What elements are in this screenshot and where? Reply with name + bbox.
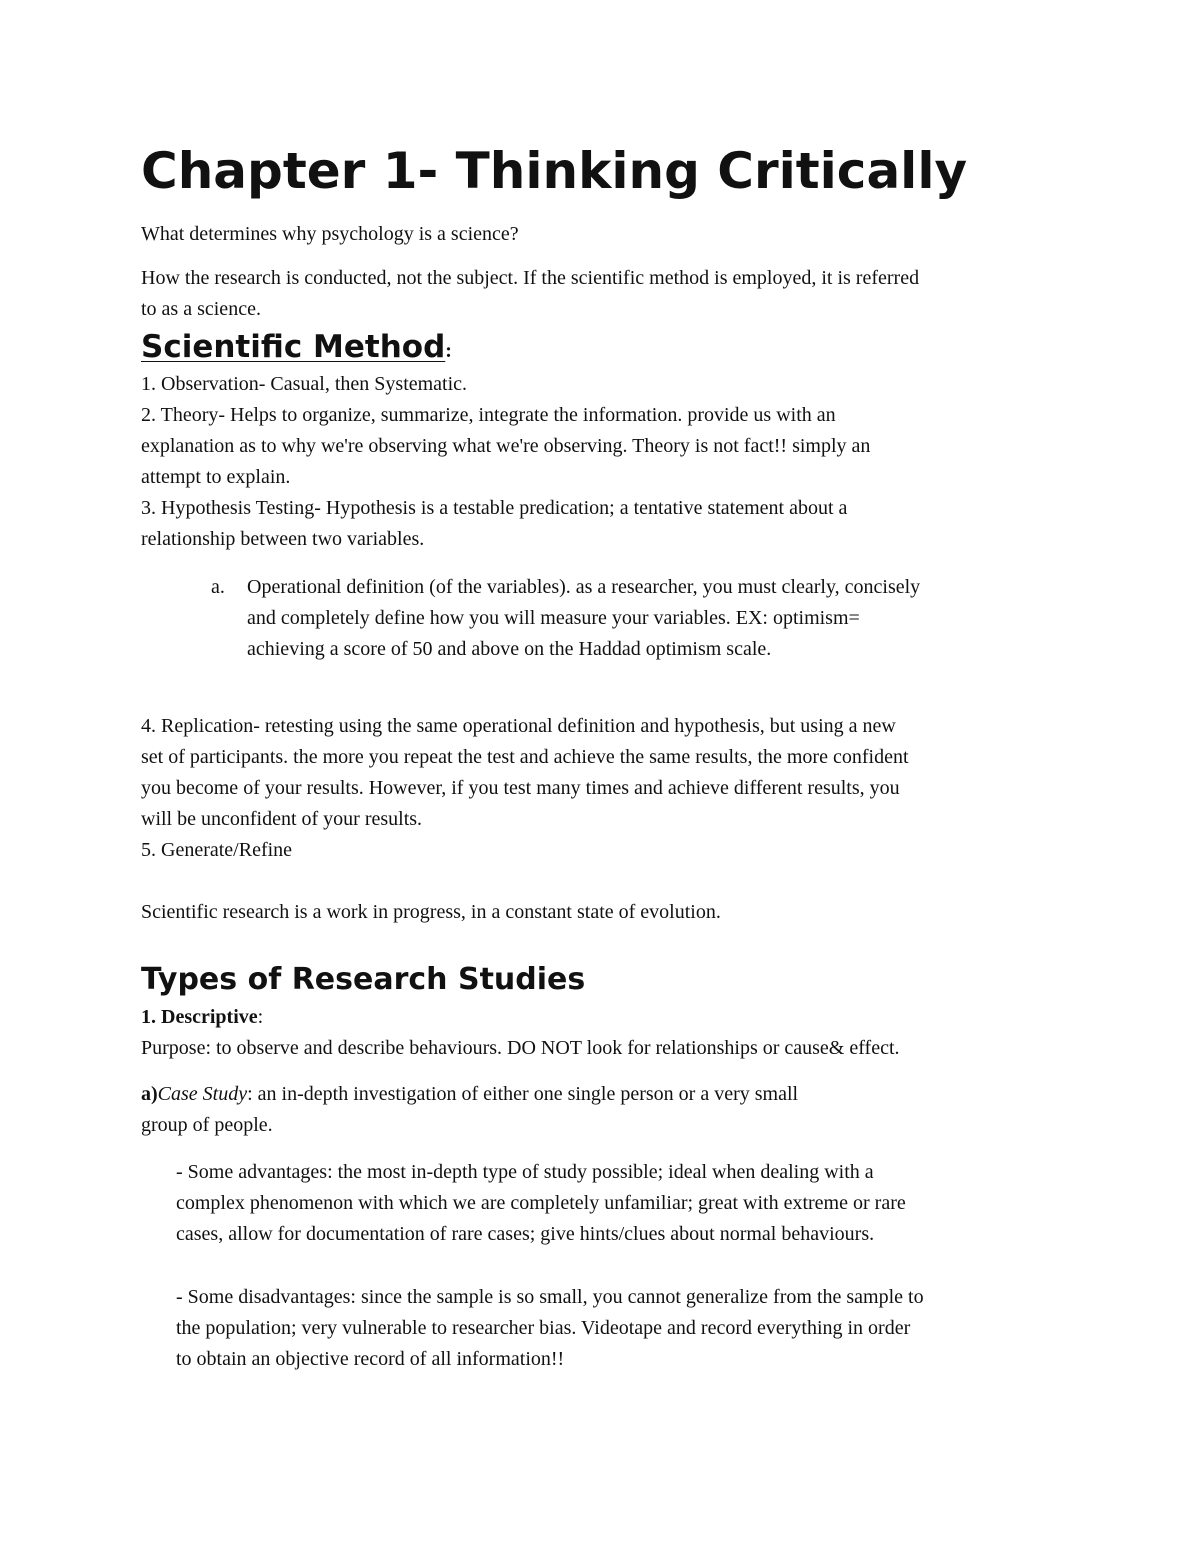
- sub-item-a-line-2: and completely define how you will measure your variables. EX: optimism=: [247, 607, 860, 629]
- method-step-2-line-1: 2. Theory- Helps to organize, summarize, integrate the information. provide us with an: [141, 404, 836, 426]
- case-study-line-2: group of people.: [141, 1114, 273, 1136]
- method-step-2-line-3: attempt to explain.: [141, 466, 291, 488]
- scientific-method-heading: [141, 327, 452, 371]
- advantages-line-2: complex phenomenon with which we are completely unfamiliar; great with extreme or rare: [176, 1192, 906, 1214]
- method-step-4-line-4: will be unconfident of your results.: [141, 808, 423, 830]
- disadvantages-line-2: the population; very vulnerable to researcher bias. Videotape and record everything in order: [176, 1317, 911, 1339]
- disadvantages-line-1: - Some disadvantages: since the sample is so small, you cannot generalize from the sample to: [176, 1286, 924, 1308]
- method-step-2-line-2: explanation as to why we're observing what we're observing. Theory is not fact!! simply an: [141, 435, 871, 457]
- descriptive-label: [141, 1002, 263, 1033]
- method-step-4-line-3: you become of your results. However, if you test many times and achieve different results, you: [141, 777, 900, 799]
- method-step-4-line-1: 4. Replication- retesting using the same operational definition and hypothesis, but using a new: [141, 715, 896, 737]
- advantages-line-3: cases, allow for documentation of rare cases; give hints/clues about normal behaviours.: [176, 1223, 875, 1245]
- case-study-prefix: a): [141, 1083, 158, 1105]
- case-study-line-1: [141, 1079, 798, 1110]
- sub-item-a-marker: a.: [211, 576, 225, 598]
- answer-line-1: How the research is conducted, not the subject. If the scientific method is employed, it is referred: [141, 267, 920, 289]
- disadvantages-line-3: to obtain an objective record of all information!!: [176, 1348, 565, 1370]
- method-step-4-line-2: set of participants. the more you repeat the test and achieve the same results, the more confident: [141, 746, 909, 768]
- scientific-method-heading-text: Scientific Method: [141, 329, 446, 365]
- answer-line-2: to as a science.: [141, 298, 261, 320]
- method-summary: Scientific research is a work in progress, in a constant state of evolution.: [141, 901, 721, 923]
- descriptive-label-colon: :: [257, 1006, 264, 1028]
- case-study-text: : an in-depth investigation of either one single person or a very small: [247, 1083, 799, 1105]
- sub-item-a-line-1: Operational definition (of the variables). as a researcher, you must clearly, concisely: [247, 576, 921, 598]
- scientific-method-heading-colon: :: [445, 340, 452, 362]
- case-study-label: Case Study: [157, 1083, 248, 1105]
- method-step-1: 1. Observation- Casual, then Systematic.: [141, 373, 468, 395]
- method-step-5: 5. Generate/Refine: [141, 839, 293, 861]
- research-types-heading: Types of Research Studies: [141, 962, 586, 997]
- method-step-3-line-2: relationship between two variables.: [141, 528, 425, 550]
- page-title: Chapter 1- Thinking Critically: [141, 142, 968, 200]
- advantages-line-1: - Some advantages: the most in-depth type of study possible; ideal when dealing with a: [176, 1161, 874, 1183]
- question-text: What determines why psychology is a science?: [141, 223, 519, 245]
- sub-item-a-line-3: achieving a score of 50 and above on the Haddad optimism scale.: [247, 638, 772, 660]
- descriptive-purpose: Purpose: to observe and describe behaviours. DO NOT look for relationships or cause& effect.: [141, 1037, 900, 1059]
- descriptive-label-text: 1. Descriptive: [141, 1006, 258, 1028]
- method-step-3-line-1: 3. Hypothesis Testing- Hypothesis is a testable predication; a tentative statement about a: [141, 497, 848, 519]
